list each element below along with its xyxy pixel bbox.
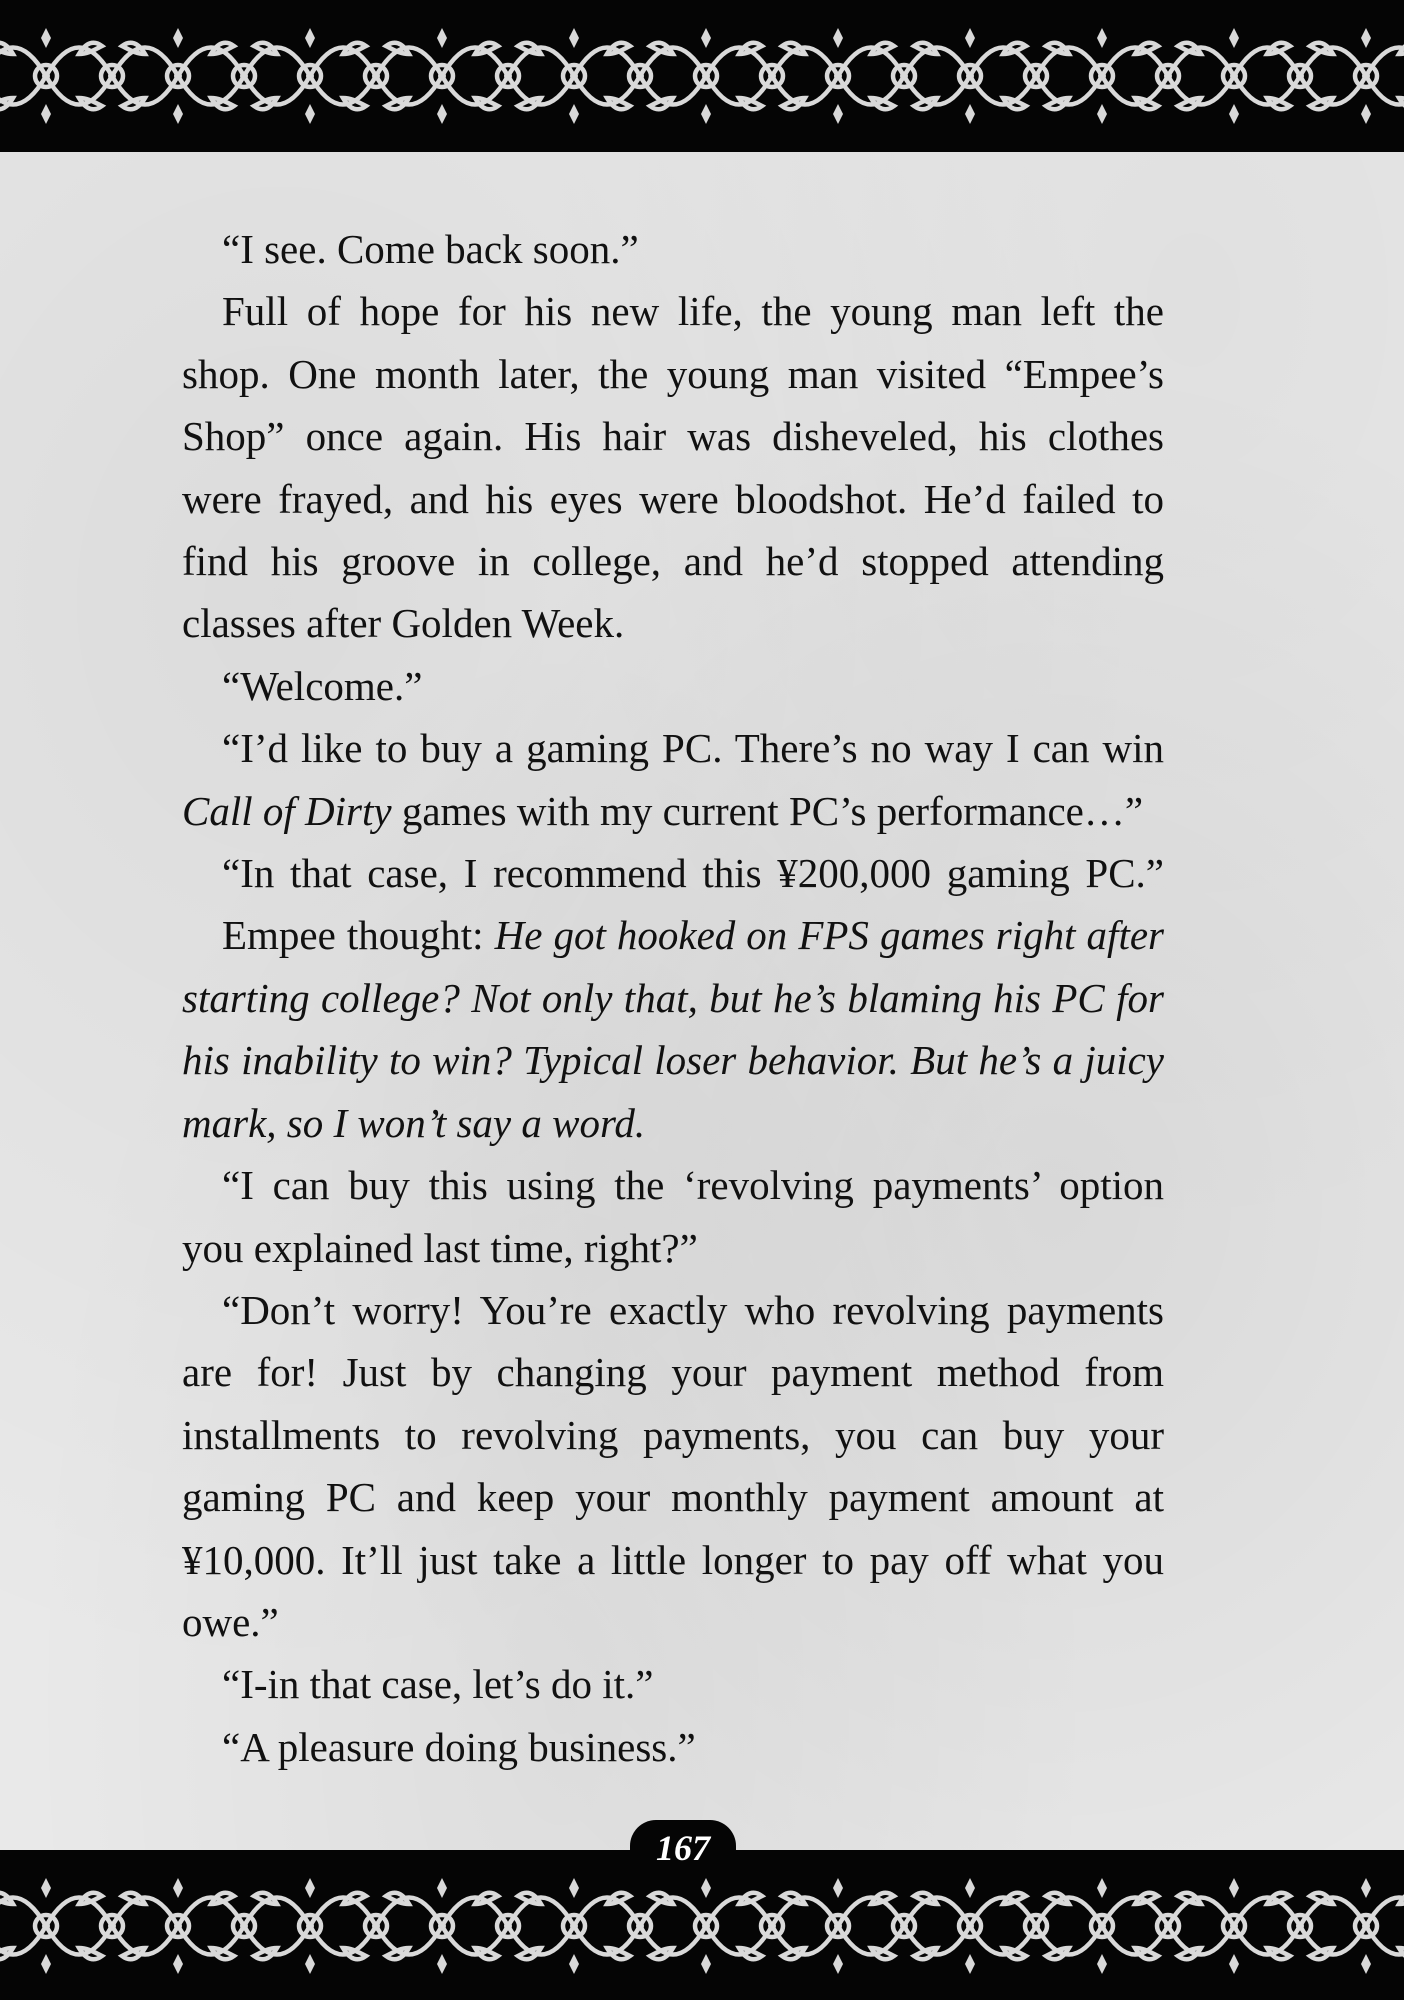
ornament-pattern [0, 1850, 1404, 2000]
paragraph [182, 1653, 1164, 1715]
paragraph [182, 842, 1164, 904]
text-run: Empee thought: [222, 912, 495, 959]
text-run: “A pleasure doing business.” [222, 1723, 696, 1770]
ornamental-border-top [0, 0, 1404, 152]
text-run: “I see. Come back soon.” [222, 226, 639, 272]
text-run: Full of hope for his new life, the young man left the shop. One month later, the young man visited “Empee’s Shop” once again. His hair was disheveled, his clothes were frayed, and his eyes were bloodshot. He’d failed to find his groove in college, and he’d stopped attending classes after Golden Week. [182, 288, 1164, 647]
paragraph [182, 904, 1164, 1154]
italic-text: Call of Dirty [182, 787, 392, 834]
paragraph [182, 218, 1164, 280]
text-run: “I can buy this using the ‘revolving payments’ option you explained last time, right?” [182, 1162, 1164, 1271]
paragraph [182, 1279, 1164, 1653]
paragraph [182, 717, 1164, 842]
text-run: “Welcome.” [222, 662, 423, 709]
page-number: 167 [656, 1828, 710, 1868]
text-run: “Don’t worry! You’re exactly who revolving payments are for! Just by changing your payment method from installments to revolving payments, you can buy your gaming PC and keep your monthly payment amount at ¥10,000. It’ll just take a little longer to pay off what you owe.” [182, 1286, 1164, 1645]
body-text [182, 218, 1164, 1778]
text-run: games with my current PC’s performance…” [391, 787, 1144, 834]
text-run: “In that case, I recommend this ¥200,000 gaming PC.” [222, 850, 1164, 897]
paragraph [182, 280, 1164, 654]
italic-text: He got hooked on FPS games right after starting college? Not only that, but he’s blaming his PC for his inability to win? Typical loser behavior. But he’s a juicy mark, so I won’t say a word. [182, 912, 1164, 1146]
paragraph [182, 655, 1164, 717]
paragraph [182, 1154, 1164, 1279]
ornament-pattern [0, 0, 1404, 152]
paragraph [182, 1716, 1164, 1778]
text-run: “I’d like to buy a gaming PC. There’s no way I can win [222, 725, 1164, 772]
ornamental-border-bottom [0, 1850, 1404, 2000]
text-run: “I-in that case, let’s do it.” [222, 1661, 654, 1708]
